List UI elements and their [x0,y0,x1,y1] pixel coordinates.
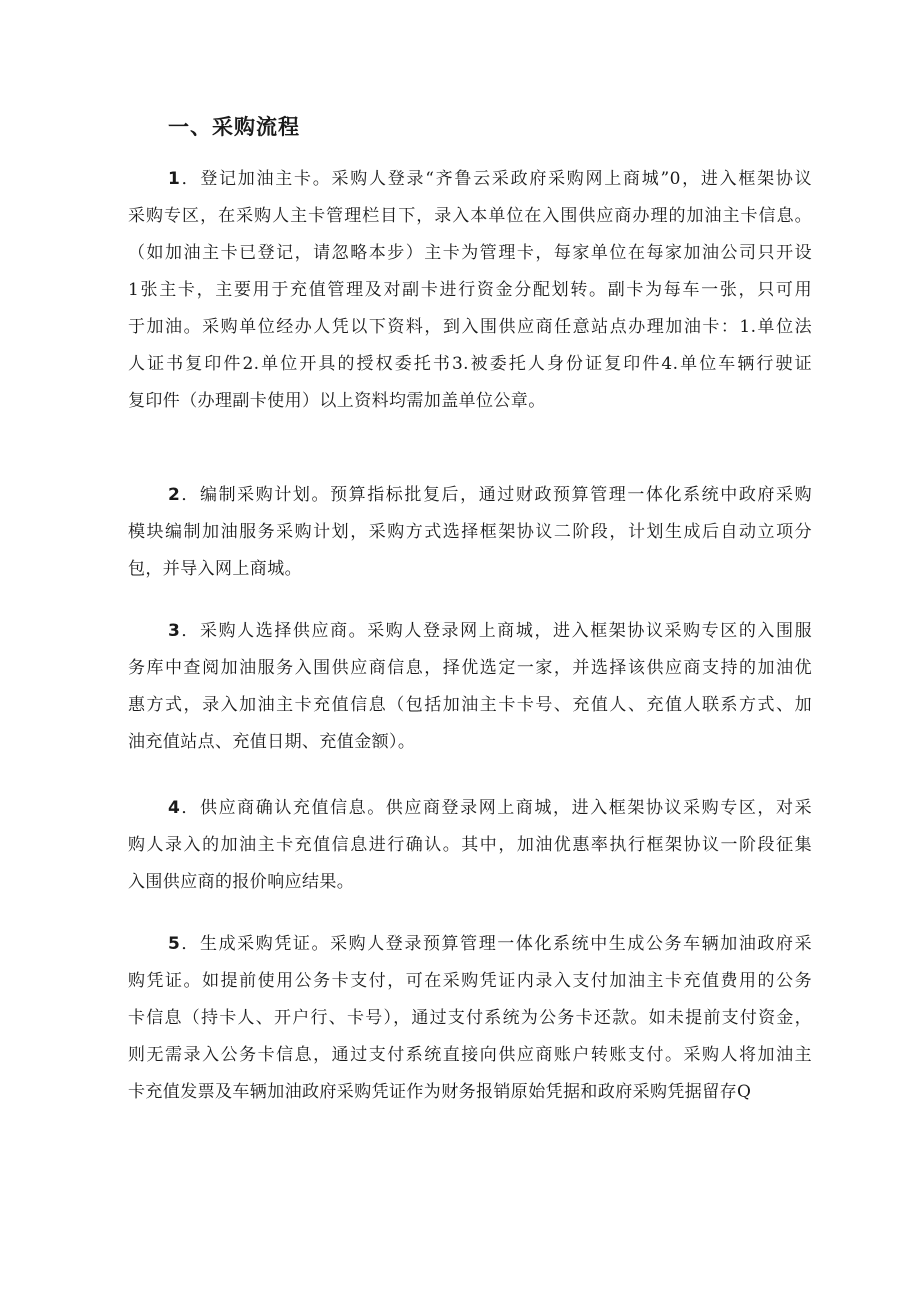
paragraph-line: 卡充值发票及车辆加油政府采购凭证作为财务报销原始凭据和政府采购凭据留存Q [128,1082,752,1102]
paragraph-line: 包，并导入网上商城。 [128,559,302,579]
paragraph-line: 油充值站点、充值日期、充值金额）。 [128,732,416,752]
paragraph-line: 5．生成采购凭证。采购人登录预算管理一体化系统中生成公务车辆加油政府采 [168,934,812,954]
paragraph-line: 于加油。采购单位经办人凭以下资料，到入围供应商任意站点办理加油卡：1.单位法 [128,317,812,337]
paragraph-line: 3．采购人选择供应商。采购人登录网上商城，进入框架协议采购专区的入围服 [168,621,812,641]
paragraph-1 [128,168,812,427]
paragraph-line: 惠方式，录入加油主卡充值信息（包括加油主卡卡号、充值人、充值人联系方式、加 [128,695,812,715]
paragraph-line: 购凭证。如提前使用公务卡支付，可在采购凭证内录入支付加油主卡充值费用的公务 [128,971,812,991]
paragraph-3 [128,620,812,768]
paragraph-line: 1．登记加油主卡。采购人登录“齐鲁云采政府采购网上商城”0，进入框架协议 [168,169,812,189]
paragraph-4 [128,797,812,908]
paragraph-line: 人证书复印件2.单位开具的授权委托书3.被委托人身份证复印件4.单位车辆行驶证 [128,354,812,374]
paragraph-number: 1 [168,169,181,189]
paragraph-line: 4．供应商确认充值信息。供应商登录网上商城，进入框架协议采购专区，对采 [168,798,812,818]
paragraph-5 [128,933,812,1118]
paragraph-2 [128,484,812,595]
paragraph-line: 则无需录入公务卡信息，通过支付系统直接向供应商账户转账支付。采购人将加油主 [128,1045,812,1065]
paragraph-line: 务库中查阅加油服务入围供应商信息，择优选定一家，并选择该供应商支持的加油优 [128,658,812,678]
paragraph-line: 1张主卡，主要用于充值管理及对副卡进行资金分配划转。副卡为每车一张，只可用 [128,280,812,300]
section-heading: 一、采购流程 [168,115,300,139]
paragraph-line: 采购专区，在采购人主卡管理栏目下，录入本单位在入围供应商办理的加油主卡信息。 [128,206,812,226]
paragraph-line: 复印件（办理副卡使用）以上资料均需加盖单位公章。 [128,391,546,411]
paragraph-number: 3 [168,621,181,641]
paragraph-number: 4 [168,798,181,818]
paragraph-line: 卡信息（持卡人、开户行、卡号），通过支付系统为公务卡还款。如未提前支付资金， [128,1008,812,1028]
paragraph-line: 入围供应商的报价响应结果。 [128,872,355,892]
paragraph-line: 2．编制采购计划。预算指标批复后，通过财政预算管理一体化系统中政府采购 [168,485,812,505]
paragraph-number: 2 [168,485,181,505]
paragraph-line: 购人录入的加油主卡充值信息进行确认。其中，加油优惠率执行框架协议一阶段征集 [128,835,812,855]
paragraph-number: 5 [168,934,181,954]
paragraph-line: （如加油主卡已登记，请忽略本步）主卡为管理卡，每家单位在每家加油公司只开设 [128,243,812,263]
paragraph-line: 模块编制加油服务采购计划，采购方式选择框架协议二阶段，计划生成后自动立项分 [128,522,812,542]
